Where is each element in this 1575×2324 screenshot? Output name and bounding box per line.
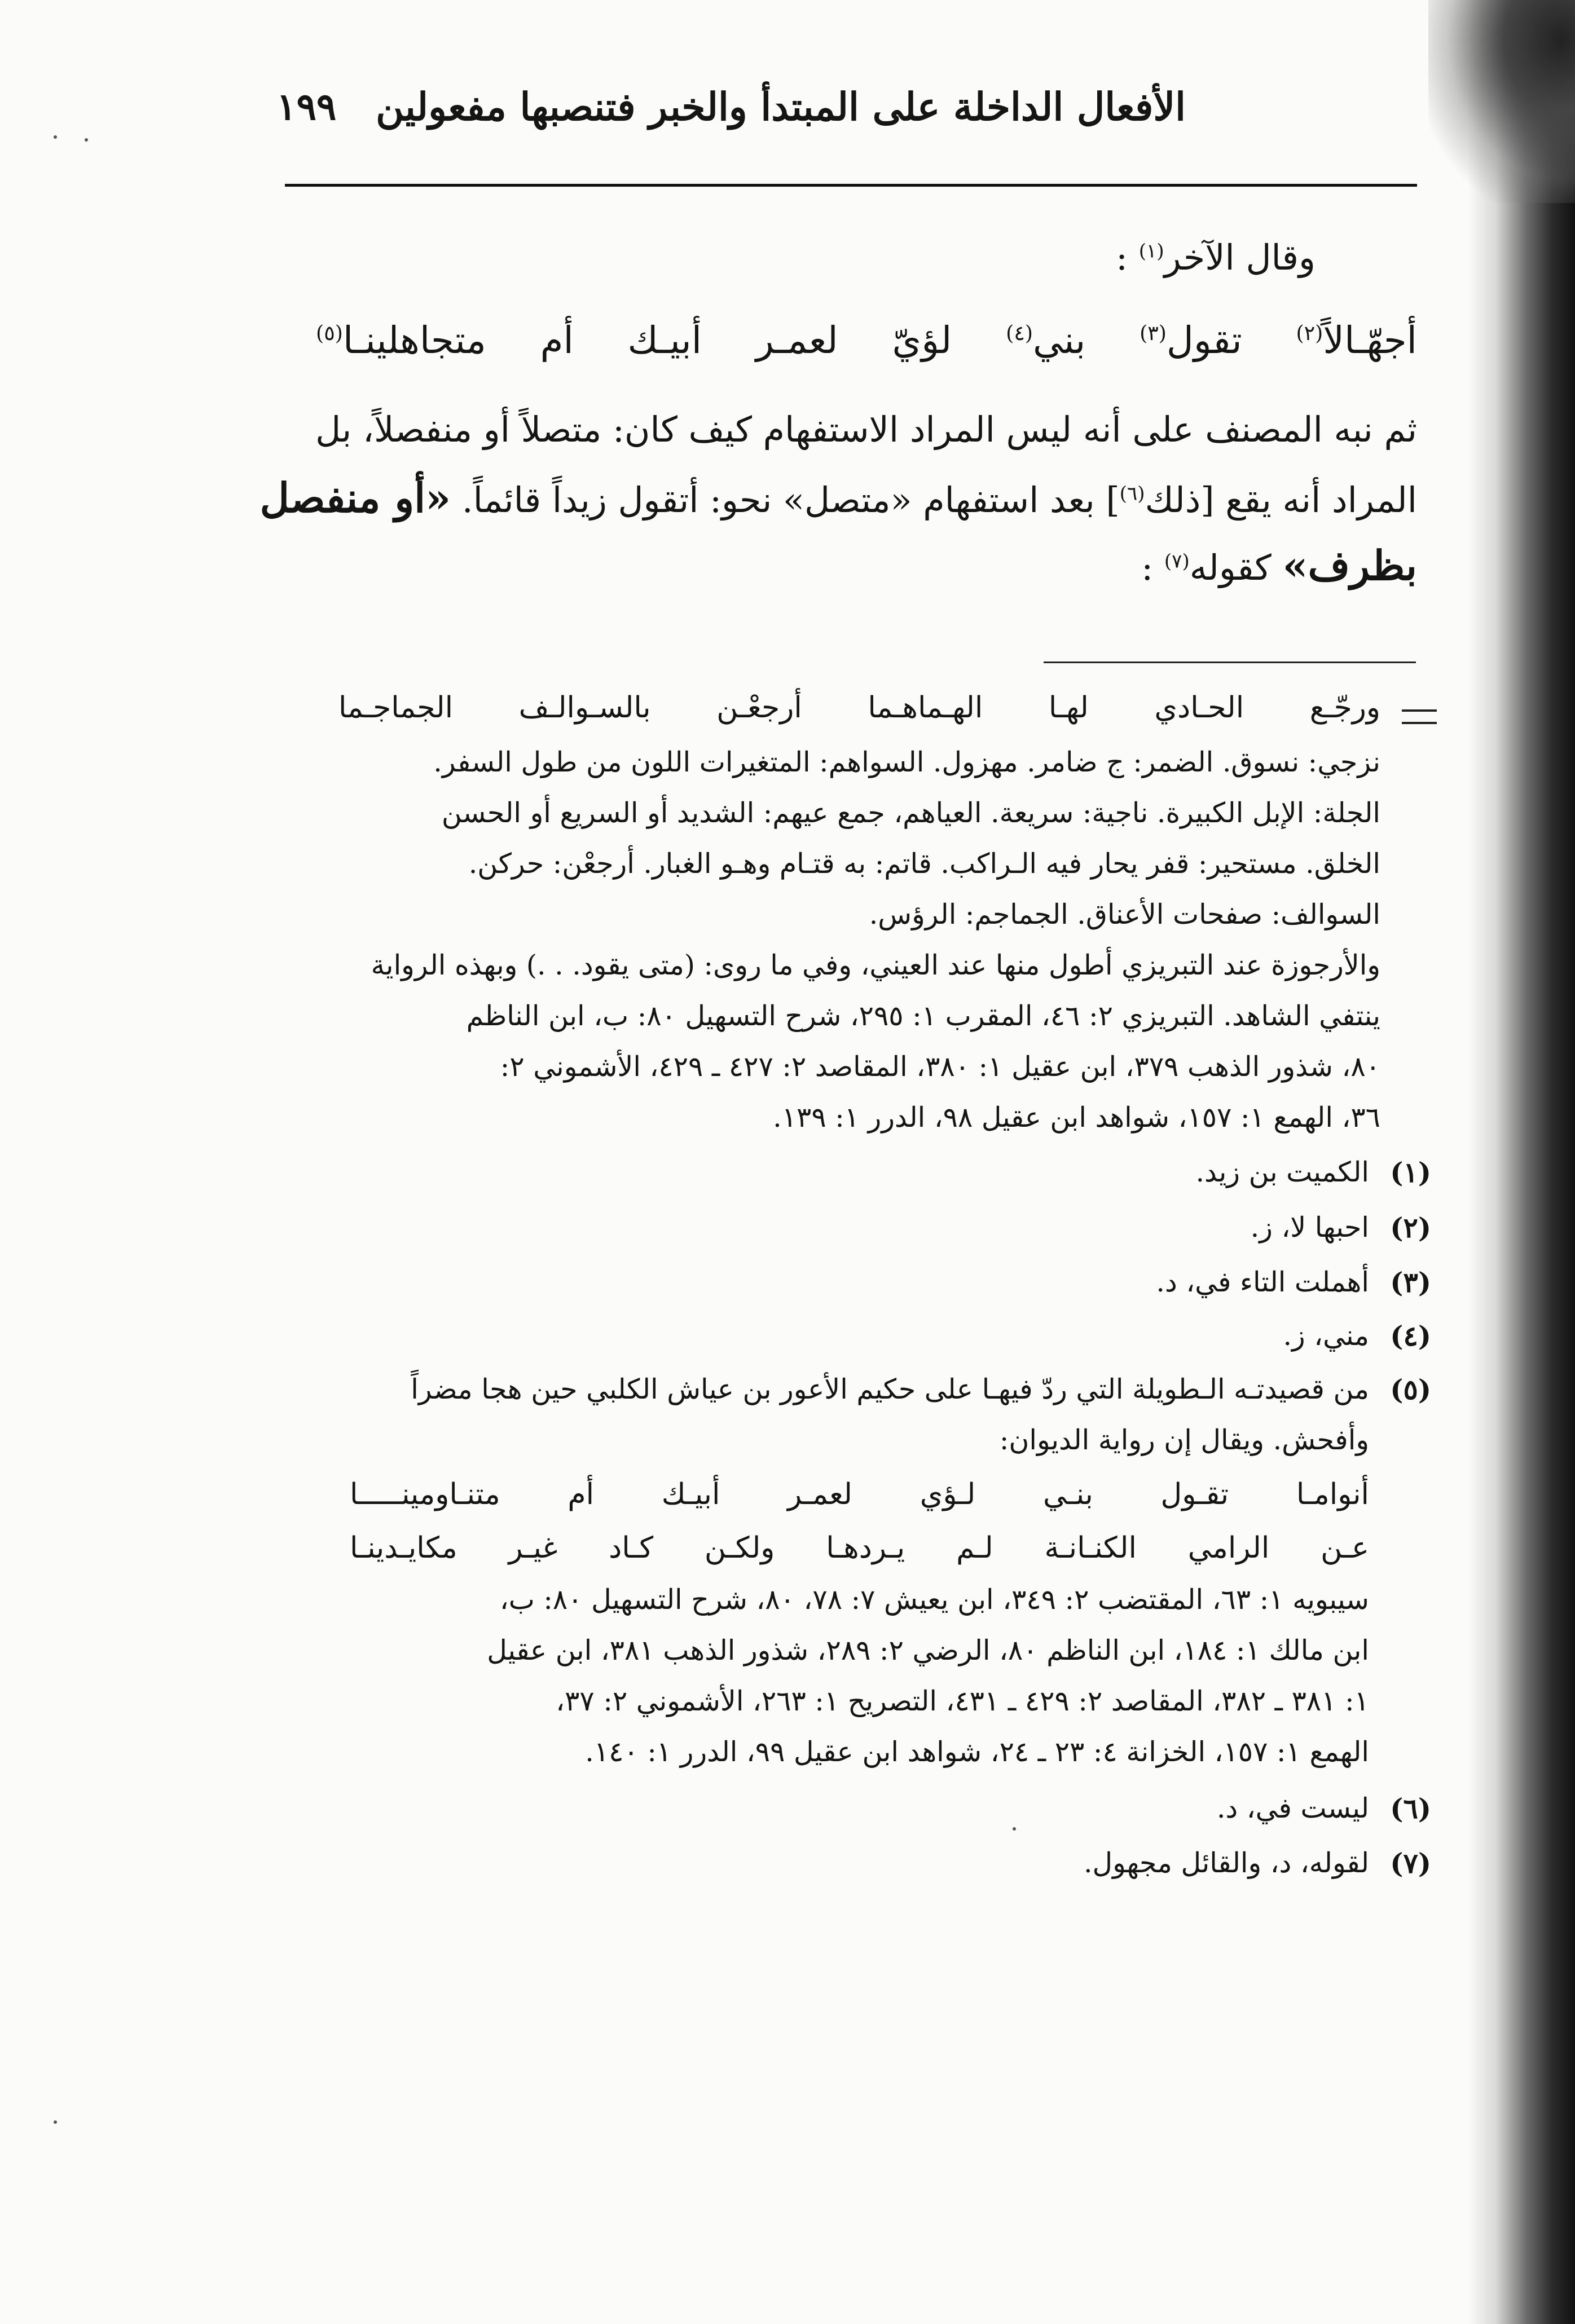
footnote-number: (٦) [1390,1792,1431,1825]
verse-word: متجاهلينـا$^{(٥)}$ [316,319,486,362]
body-line-1: ثم نبه المصنف على أنه ليس المراد الاستفهام كيف كان: متصلاً أو منفصلاً، بل [315,409,1417,450]
footnote-verse: ورجّـع الحـادي لهـا الهـماهـما أرجعْـن بالسـوالـف الجماجـما [338,691,1380,725]
verse-word: أم [540,319,574,362]
scan-blotch [1428,0,1575,203]
footnote-line: ينتفي الشاهد. التبريزي ٢: ٤٦، المقرب ١: ٢٩٥، شرح التسهيل ٨٠: ب، ابن الناظم [466,1000,1380,1032]
verse-word: لؤيّ [892,319,952,362]
footnote-line: نزجي: نسوق. الضمر: ج ضامر. مهزول. السواهم: المتغيرات اللون من طول السفر. [433,746,1380,778]
intro-note: (١) [1138,240,1164,263]
footnote-text: من قصيدتـه الـطويلة التي ردّ فيهـا على حكيم الأعور بن عياش الكلبي حين هجا مضراً [411,1373,1369,1405]
footnote-line: وأفحش. ويقال إن رواية الديوان: [999,1424,1369,1456]
footnote-number: (١) [1390,1156,1431,1189]
footnote-line: السوالف: صفحات الأعناق. الجماجم: الرؤس. [869,898,1380,931]
footnote-text: الكميت بن زيد. [1195,1156,1369,1188]
footnote-line: والأرجوزة عند التبريزي أطول منها عند العيني، وفي ما روى: (متى يقود. . .) وبهذه الرواية [371,949,1380,981]
footnote-verse-a: أنوامـا تقـول بنـي لـؤي لعمـر أبيـك أم متنـاومينـــــا [350,1478,1369,1511]
page-number: ١٩٩ [276,85,337,129]
footnote-line: ٣٦، الهمع ١: ١٥٧، شواهد ابن عقيل ٩٨، الدرر ١: ١٣٩. [773,1101,1380,1134]
footnote-line: ابن مالك ١: ١٨٤، ابن الناظم ٨٠، الرضي ٢: ٢٨٩، شذور الذهب ٣٨١، ابن عقيل [487,1634,1369,1666]
verse-word: بني$^{(٤)}$ [1006,319,1086,362]
footnote-number: (٥) [1390,1373,1431,1406]
footnote-line: ١: ٣٨١ ـ ٣٨٢، المقاصد ٢: ٤٢٩ ـ ٤٣١، التصريح ١: ٢٦٣، الأشموني ٢: ٣٧، [556,1685,1369,1717]
scan-speck [85,138,88,142]
intro-line [1116,237,1316,278]
footnote-text: أهملت التاء في، د. [1156,1266,1369,1298]
footnote-text: ليست في، د. [1216,1792,1369,1824]
body-line-2: المراد أنه يقع [ذلك$^{(٦)}$] بعد استفهام «متصل» نحو: أتقول زيداً قائماً. «أو منفصل [259,474,1417,522]
footnote-line: الخلق. مستحير: قفر يحار فيه الـراكب. قاتم: به قتـام وهـو الغبار. أرجعْن: حركن. [468,848,1380,880]
scan-shadow-edge [1468,0,1575,2324]
verse-word: أبيـك [627,319,702,362]
verse-line-1 [316,319,1417,362]
intro-text: وقال الآخر [1164,237,1316,278]
footnote-line: سيبويه ١: ٦٣، المقتضب ٢: ٣٤٩، ابن يعيش ٧: ٧٨، ٨٠، شرح التسهيل ٨٠: ب، [499,1584,1369,1616]
footnote-verse-b: عـن الرامي الكنـانـة لـم يـردهـا ولكـن كـاد غيـر مكايـدينـا [350,1531,1369,1565]
running-title: الأفعال الداخلة على المبتدأ والخبر فتنصبها مفعولين [376,85,1186,130]
footnote-line: ٨٠، شذور الذهب ٣٧٩، ابن عقيل ١: ٣٨٠، المقاصد ٢: ٤٢٧ ـ ٤٢٩، الأشموني ٢: [500,1051,1380,1083]
intro-colon: : [1116,237,1128,278]
scan-speck [54,135,57,139]
body-line-3: بظرف» كقوله$^{(٧)}$ : [1141,541,1417,589]
footnote-separator [1044,662,1416,663]
footnote-number: (٢) [1390,1211,1431,1244]
footnote-number: (٤) [1390,1320,1431,1352]
footnote-number: (٧) [1390,1847,1431,1880]
header-rule [285,184,1417,187]
scan-speck [1013,1827,1016,1831]
footnote-line: الهمع ١: ١٥٧، الخزانة ٤: ٢٣ ـ ٢٤، شواهد ابن عقيل ٩٩، الدرر ١: ١٤٠. [585,1736,1369,1768]
footnote-text: لقوله، د، والقائل مجهول. [1083,1847,1369,1879]
footnote-text: احبها لا، ز. [1250,1211,1369,1243]
footnote-line: الجلة: الإبل الكبيرة. ناجية: سريعة. العياهم، جمع عيهم: الشديد أو السريع أو الحسن [441,797,1380,829]
footnote-text: مني، ز. [1283,1320,1369,1352]
scan-speck [54,2120,57,2124]
continuation-mark [1402,709,1437,724]
verse-word: لعمـر [755,319,838,362]
footnote-number: (٣) [1390,1266,1431,1299]
verse-word: أجهّـالاً$^{(٢)}$ [1296,319,1417,362]
verse-word: تقول$^{(٣)}$ [1140,319,1242,362]
